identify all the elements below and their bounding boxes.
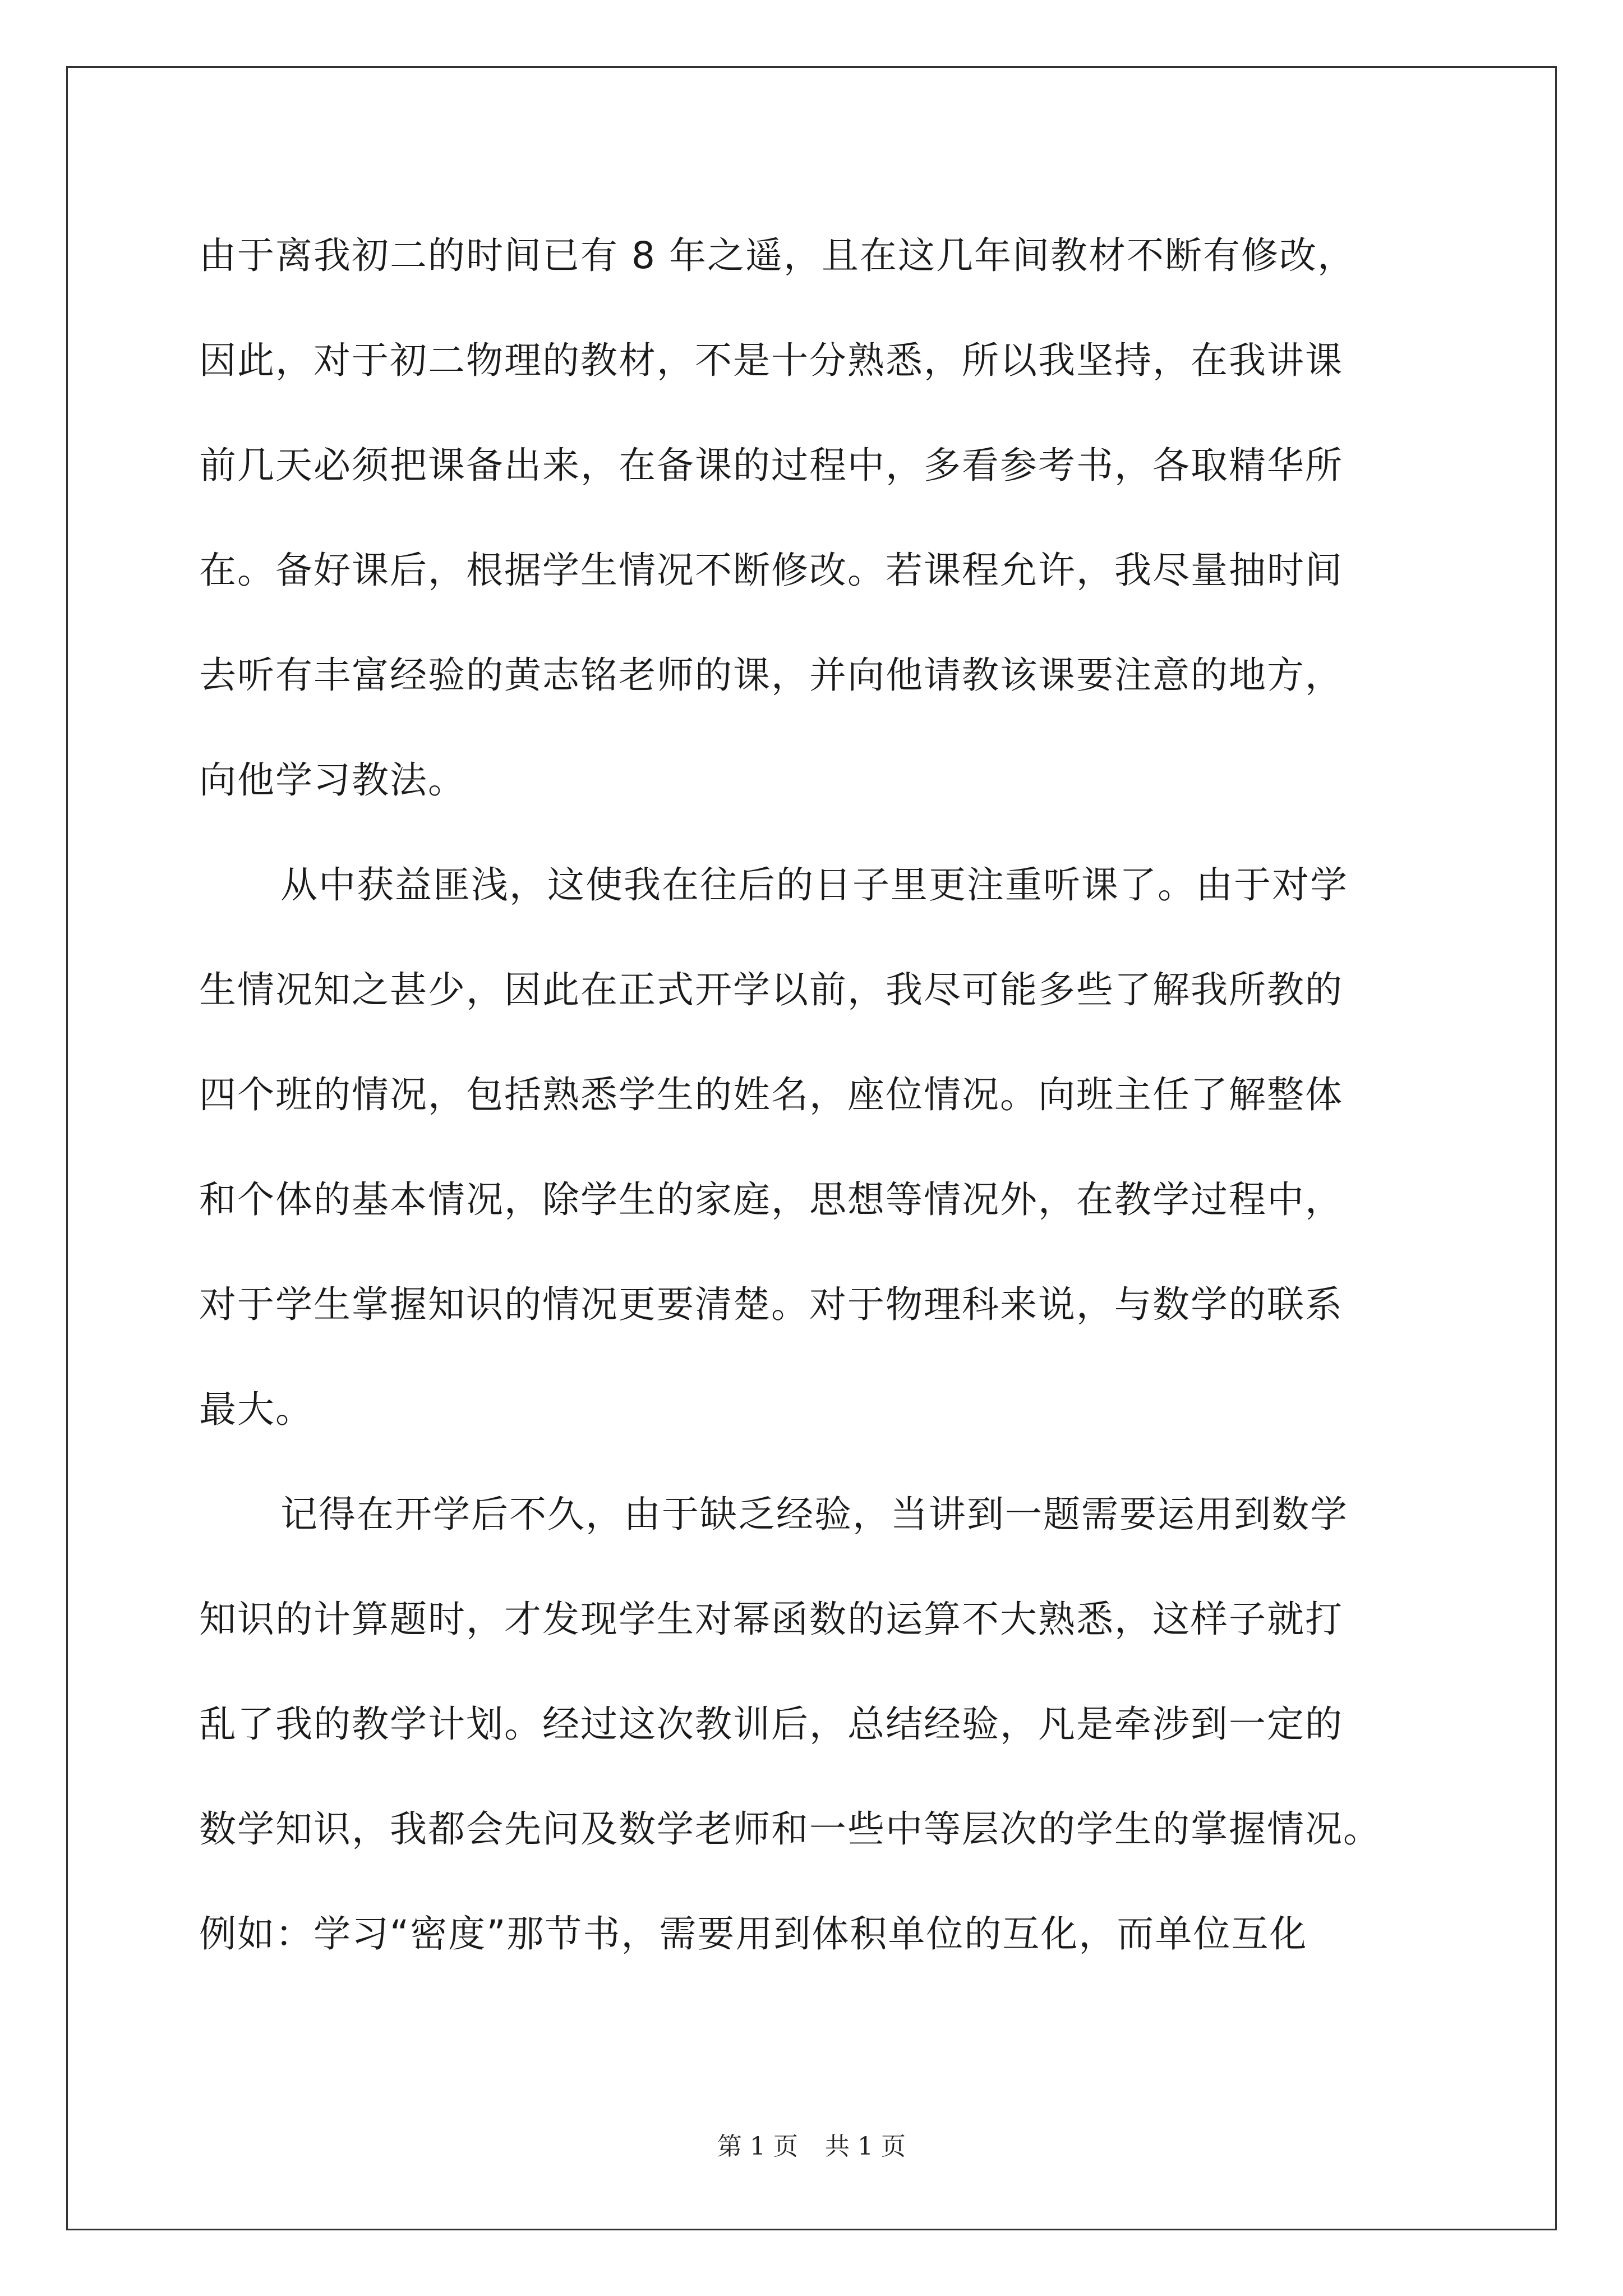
page-total: 共 1 页 — [825, 2132, 906, 2161]
text-line: 由于离我初二的时间已有 8 年之遥，且在这几年间教材不断有修改， — [199, 234, 1355, 277]
text-line: 去听有丰富经验的黄志铭老师的课，并向他请教该课要注意的地方， — [199, 654, 1343, 697]
text-line: 从中获益匪浅，这使我在往后的日子里更注重听课了。由于对学 — [280, 863, 1348, 907]
text-line: 乱了我的教学计划。经过这次教训后，总结经验，凡是牵涉到一定的 — [199, 1703, 1343, 1746]
text-line: 知识的计算题时，才发现学生对幂函数的运算不大熟悉，这样子就打 — [199, 1598, 1343, 1641]
text-line: 例如：学习“密度”那节书，需要用到体积单位的互化，而单位互化 — [199, 1912, 1308, 1955]
text-line: 在。备好课后，根据学生情况不断修改。若课程允许，我尽量抽时间 — [199, 549, 1343, 592]
text-line: 对于学生掌握知识的情况更要清楚。对于物理科来说，与数学的联系 — [199, 1283, 1343, 1326]
text-line: 向他学习教法。 — [199, 758, 466, 802]
text-line: 前几天必须把课备出来，在备课的过程中，多看参考书，各取精华所 — [199, 444, 1343, 487]
page-number: 第 1 页 — [717, 2132, 798, 2161]
page-footer — [0, 2126, 1623, 2162]
text-line: 生情况知之甚少，因此在正式开学以前，我尽可能多些了解我所教的 — [199, 968, 1343, 1011]
text-line: 最大。 — [199, 1388, 313, 1431]
text-line: 记得在开学后不久，由于缺乏经验，当讲到一题需要运用到数学 — [280, 1493, 1348, 1536]
text-line: 四个班的情况，包括熟悉学生的姓名，座位情况。向班主任了解整体 — [199, 1073, 1343, 1116]
document-body — [199, 203, 1433, 1986]
text-line: 因此，对于初二物理的教材，不是十分熟悉，所以我坚持，在我讲课 — [199, 339, 1343, 382]
text-line: 数学知识，我都会先问及数学老师和一些中等层次的学生的掌握情况。 — [199, 1807, 1381, 1851]
text-line: 和个体的基本情况，除学生的家庭，思想等情况外，在教学过程中， — [199, 1178, 1343, 1221]
